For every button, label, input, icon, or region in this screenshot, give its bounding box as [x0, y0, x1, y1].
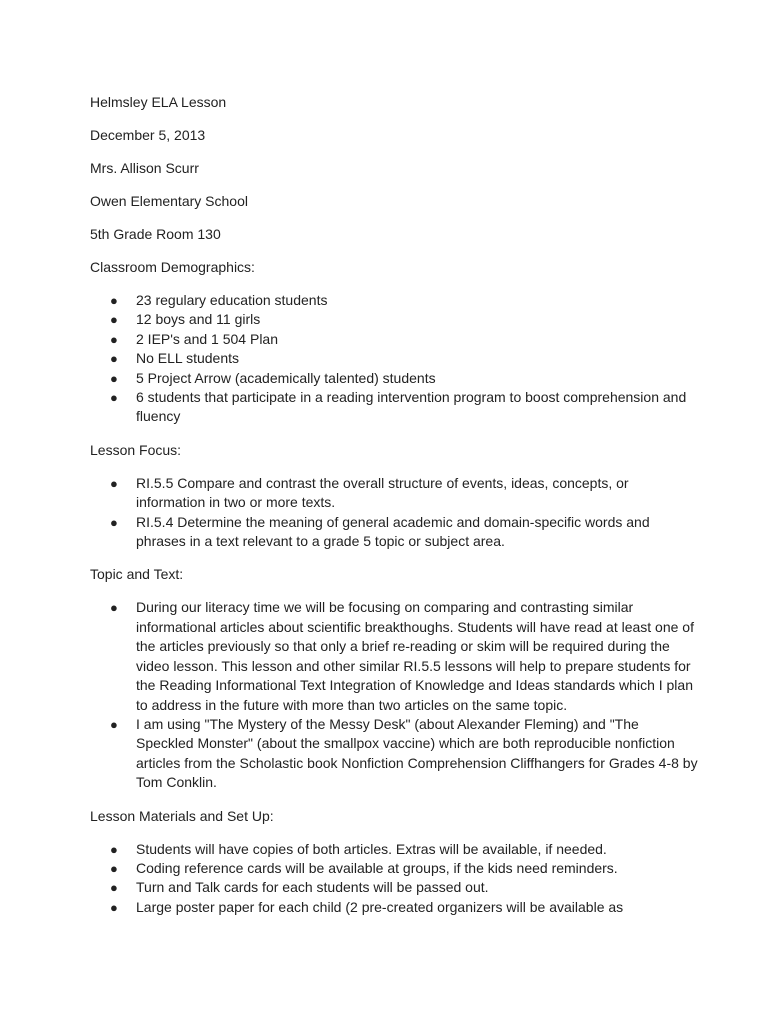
- demographics-list: [90, 291, 700, 427]
- list-item: ● 23 regulary education students: [90, 291, 700, 310]
- topic-heading: Topic and Text:: [90, 566, 184, 583]
- topic-list: [90, 598, 700, 792]
- list-item: ● Large poster paper for each child (2 pre-created organizers will be available as: [90, 898, 700, 917]
- bullet-icon: ●: [110, 716, 118, 732]
- bullet-icon: ●: [110, 370, 118, 386]
- bullet-icon: ●: [110, 312, 118, 328]
- list-item: ● RI.5.4 Determine the meaning of general academic and domain-specific words and phrases in a text relevant to a grade 5 topic or subject area.: [110, 513, 650, 550]
- list-item: ● 6 students that participate in a reading intervention program to boost comprehension and fluency: [110, 389, 687, 425]
- teacher-name: Mrs. Allison Scurr: [90, 160, 199, 176]
- bullet-icon: ●: [110, 293, 118, 308]
- grade-room: 5th Grade Room 130: [90, 226, 221, 242]
- lesson-title: Helmsley ELA Lesson: [90, 94, 227, 110]
- bullet-icon: ●: [110, 331, 118, 347]
- list-item: ● I am using "The Mystery of the Messy Desk" (about Alexander Fleming) and "The Speckled Monster" (about the smallpox vaccine) which are both reproducible nonfiction articles from the Scholastic book Nonfiction Comprehension Cliffhangers for Grades 4-8 by Tom Conklin.: [110, 715, 698, 791]
- bullet-icon: ●: [110, 351, 118, 367]
- list-item: ● 12 boys and 11 girls: [90, 310, 700, 329]
- list-item: ● During our literacy time we will be focusing on comparing and contrasting similar informational articles about scientific breakthoughs. Students will have read at least one of the articles previously so that only a brief re-reading or skim will be required during the video lesson. This lesson and other similar RI.5.5 lessons will help to prepare students for the Reading Informational Text Integration of Knowledge and Ideas standards which I plan to address in the future with more than two articles on the same topic.: [110, 599, 694, 713]
- bullet-icon: ●: [110, 475, 118, 491]
- bullet-icon: ●: [110, 899, 118, 915]
- list-item: ● No ELL students: [90, 349, 700, 368]
- bullet-icon: ●: [110, 514, 118, 530]
- list-item: ● 2 IEP's and 1 504 Plan: [90, 330, 700, 349]
- lesson-date: December 5, 2013: [90, 127, 206, 143]
- list-item: ● Turn and Talk cards for each students will be passed out.: [90, 878, 700, 897]
- bullet-icon: ●: [110, 600, 118, 616]
- list-item: ● 5 Project Arrow (academically talented) students: [90, 369, 700, 388]
- focus-list: [90, 474, 700, 552]
- list-item: ● Students will have copies of both articles. Extras will be available, if needed.: [90, 840, 700, 859]
- demographics-heading: Classroom Demographics:: [90, 259, 255, 275]
- materials-list: [90, 840, 700, 918]
- materials-heading: Lesson Materials and Set Up:: [90, 807, 274, 824]
- bullet-icon: ●: [110, 880, 118, 896]
- bullet-icon: ●: [110, 860, 118, 876]
- bullet-icon: ●: [110, 841, 118, 857]
- list-item: ● Coding reference cards will be available at groups, if the kids need reminders.: [90, 859, 700, 878]
- focus-heading: Lesson Focus:: [90, 441, 182, 458]
- bullet-icon: ●: [110, 390, 118, 406]
- school-name: Owen Elementary School: [90, 193, 248, 209]
- list-item: ● RI.5.5 Compare and contrast the overall structure of events, ideas, concepts, or information in two or more texts.: [110, 474, 629, 511]
- document-page: [90, 93, 700, 931]
